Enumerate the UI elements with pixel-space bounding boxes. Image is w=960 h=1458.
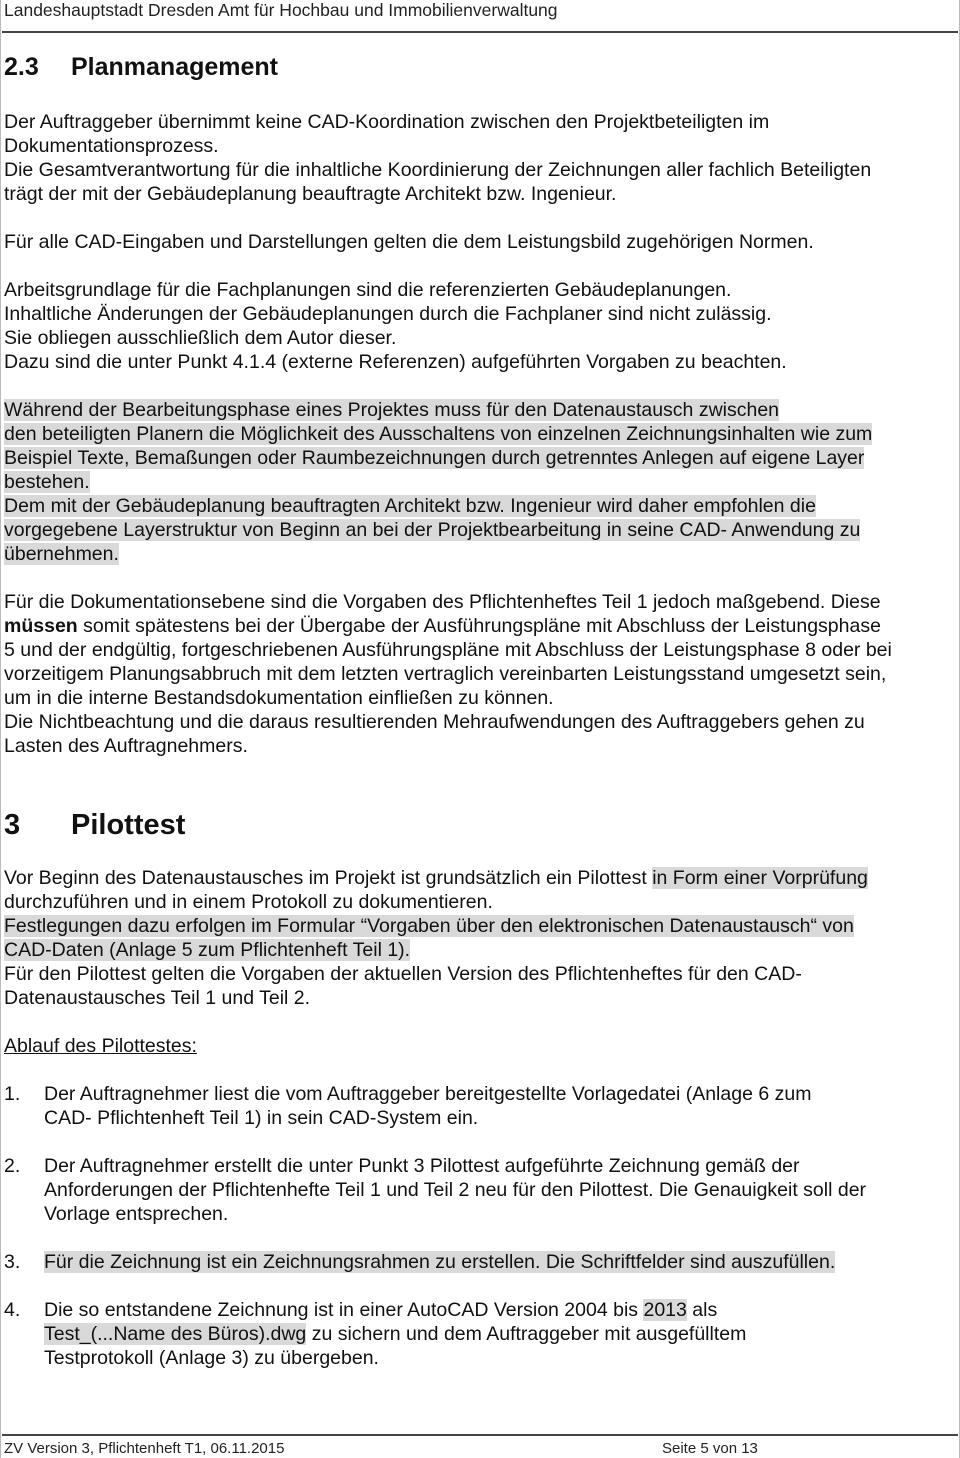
section-title: Pilottest	[71, 809, 186, 841]
section-number: 3	[4, 809, 21, 841]
highlighted-text-line: bestehen.	[4, 471, 90, 493]
section-number: 2.3	[4, 53, 39, 81]
section-heading-2-3	[4, 50, 279, 84]
footer-page-number: Seite 5 von 13	[662, 1440, 758, 1457]
text-line: trägt der mit der Gebäudeplanung beauftragte Architekt bzw. Ingenieur.	[4, 183, 617, 205]
section-title: Planmanagement	[71, 53, 279, 81]
text-line: Datenaustausches Teil 1 und Teil 2.	[4, 987, 311, 1009]
text-line: Die Nichtbeachtung und die daraus resultierenden Mehraufwendungen des Auftraggebers gehen zu	[4, 711, 865, 733]
footer-version: ZV Version 3, Pflichtenheft T1, 06.11.2015	[4, 1440, 285, 1457]
text-line	[4, 614, 958, 638]
list-item-number: 1.	[4, 1083, 21, 1105]
text-line: Für die Dokumentationsebene sind die Vorgaben des Pflichtenheftes Teil 1 jedoch maßgebend. Diese	[4, 591, 881, 613]
highlighted-text-line: CAD-Daten (Anlage 5 zum Pflichtenheft Teil 1).	[4, 939, 411, 961]
text-line: um in die interne Bestandsdokumentation einfließen zu können.	[4, 687, 554, 709]
paragraph-arbeitsgrundlage	[4, 278, 958, 374]
list-title	[4, 1034, 958, 1058]
highlighted-text-line: übernehmen.	[4, 543, 119, 565]
highlighted-text-line: Für die Zeichnung ist ein Zeichnungsrahmen zu erstellen. Die Schriftfelder sind auszufüllen.	[44, 1251, 836, 1273]
text-span: Die so entstandene Zeichnung ist in einer AutoCAD Version 2004 bis	[44, 1299, 644, 1321]
highlighted-text-line: Festlegungen dazu erfolgen im Formular “Vorgaben über den elektronischen Datenaustausch“ von	[4, 915, 854, 937]
page-header: Landeshauptstadt Dresden Amt für Hochbau und Immobilienverwaltung	[4, 0, 558, 20]
text-line: Testprotokoll (Anlage 3) zu übergeben.	[44, 1347, 379, 1369]
text-line: Der Auftragnehmer erstellt die unter Punkt 3 Pilottest aufgeführte Zeichnung gemäß der	[44, 1155, 800, 1177]
paragraph-pilottest	[4, 866, 958, 1010]
text-line: Anforderungen der Pflichtenhefte Teil 1 und Teil 2 neu für den Pilottest. Die Genauigkeit soll der	[44, 1179, 867, 1201]
paragraph-layerstruktur	[4, 398, 958, 566]
highlighted-text-line: den beteiligten Planern die Möglichkeit des Ausschaltens von einzelnen Zeichnungsinhalten wie zum	[4, 423, 873, 445]
text-line: vorzeitigem Planungsabbruch mit dem letzten vertraglich vereinbarten Leistungsstand umgesetzt sein,	[4, 663, 887, 685]
text-line: 5 und der endgültig, fortgeschriebenen Ausführungspläne mit Abschluss der Leistungsphase 8 oder bei	[4, 639, 892, 661]
highlighted-text: 2013	[643, 1299, 687, 1321]
text-line: CAD- Pflichtenheft Teil 1) in sein CAD-System ein.	[44, 1107, 479, 1129]
text-line: Für alle CAD-Eingaben und Darstellungen gelten die dem Leistungsbild zugehörigen Normen.	[4, 231, 814, 253]
list-item-number: 2.	[4, 1155, 21, 1177]
text-line: durchzuführen und in einem Protokoll zu dokumentieren.	[4, 891, 493, 913]
paragraph-normen	[4, 230, 958, 254]
highlighted-text: Test_(...Name des Büros).dwg	[44, 1323, 307, 1345]
highlighted-text-line: Dem mit der Gebäudeplanung beauftragten Architekt bzw. Ingenieur wird daher empfohlen die	[4, 495, 816, 517]
text-line: Der Auftraggeber übernimmt keine CAD-Koordination zwischen den Projektbeteiligten im	[4, 111, 770, 133]
text-line	[4, 866, 958, 890]
highlighted-text-line: Beispiel Texte, Bemaßungen oder Raumbezeichnungen durch getrenntes Anlegen auf eigene Layer	[4, 447, 865, 469]
text-line: Lasten des Auftragnehmers.	[4, 735, 248, 757]
text-span: zu sichern und dem Auftraggeber mit ausgefülltem	[306, 1323, 747, 1345]
list-item-number: 4.	[4, 1299, 21, 1321]
text-line: Sie obliegen ausschließlich dem Autor dieser.	[4, 327, 397, 349]
text-span: somit spätestens bei der Übergabe der Ausführungspläne mit Abschluss der Leistungsphase	[77, 615, 881, 637]
text-line: Inhaltliche Änderungen der Gebäudeplanungen durch die Fachplaner sind nicht zulässig.	[4, 303, 772, 325]
header-rule	[2, 31, 958, 33]
text-span: Vor Beginn des Datenaustausches im Projekt ist grundsätzlich ein Pilottest	[4, 867, 653, 889]
footer-rule	[2, 1434, 958, 1436]
text-line: Dazu sind die unter Punkt 4.1.4 (externe Referenzen) aufgeführten Vorgaben zu beachten.	[4, 351, 787, 373]
highlighted-text-line: Während der Bearbeitungsphase eines Projektes muss für den Datenaustausch zwischen	[4, 399, 780, 421]
text-line: Dokumentationsprozess.	[4, 135, 219, 157]
text-line	[44, 1298, 746, 1322]
text-line: Arbeitsgrundlage für die Fachplanungen sind die referenzierten Gebäudeplanungen.	[4, 279, 732, 301]
text-line: Vorlage entsprechen.	[44, 1203, 229, 1225]
text-line	[44, 1322, 746, 1346]
section-heading-3	[4, 806, 186, 844]
list-item-number: 3.	[4, 1251, 21, 1273]
underlined-heading: Ablauf des Pilottestes:	[4, 1035, 197, 1057]
text-span: als	[686, 1299, 718, 1321]
highlighted-text: in Form einer Vorprüfung	[652, 867, 868, 889]
text-line: Für den Pilottest gelten die Vorgaben der aktuellen Version des Pflichtenheftes für den CAD-	[4, 963, 802, 985]
highlighted-text-line: vorgegebene Layerstruktur von Beginn an bei der Projektbearbeitung in seine CAD- Anwendung zu	[4, 519, 861, 541]
page-border-left	[0, 0, 1, 1458]
text-line: Die Gesamtverantwortung für die inhaltliche Koordinierung der Zeichnungen aller fachlich Beteiligten	[4, 159, 872, 181]
bold-text: müssen	[4, 615, 78, 637]
paragraph-koordination	[4, 110, 958, 206]
text-line: Der Auftragnehmer liest die vom Auftraggeber bereitgestellte Vorlagedatei (Anlage 6 zum	[44, 1083, 812, 1105]
paragraph-dokumentationsebene	[4, 590, 958, 758]
